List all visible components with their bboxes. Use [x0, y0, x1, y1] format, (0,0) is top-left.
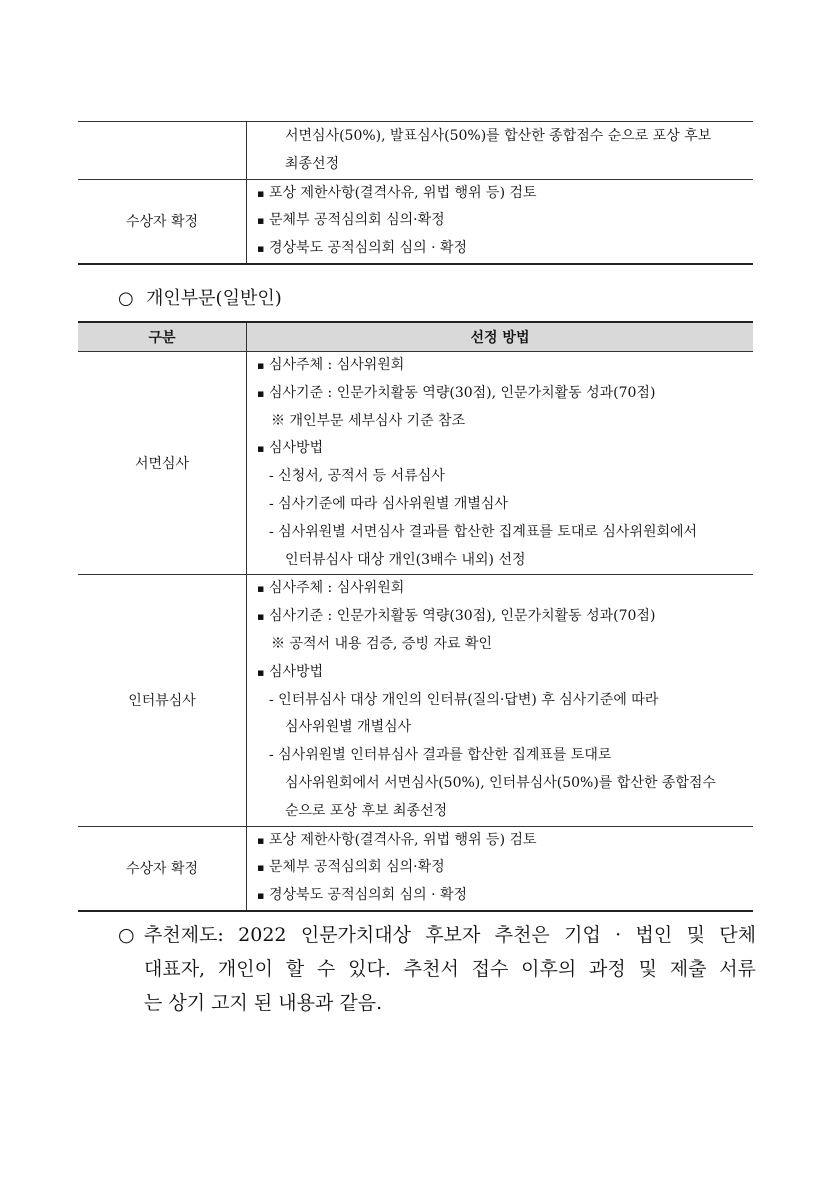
recommendation-paragraph: [118, 918, 756, 1020]
table-group-selection-continued: [78, 121, 753, 265]
bullet-line: ▪ 심사방법: [257, 435, 747, 463]
table-row: [78, 575, 753, 826]
dash-line: - 심사위원별 인터뷰심사 결과를 합산한 집계표를 토대로: [269, 747, 612, 764]
bullet-line: ▪ 심사주체 : 심사위원회: [257, 352, 747, 380]
paragraph-line: 대표자, 개인이 할 수 있다. 추천서 접수 이후의 과정 및 제출 서류: [144, 958, 756, 980]
table-row: [78, 179, 753, 264]
row-label-written: 서면심사: [78, 352, 247, 575]
dash-line: - 인터뷰심사 대상 개인의 인터뷰(질의·답변) 후 심사기준에 따라: [269, 691, 659, 708]
table-row: [78, 352, 753, 575]
table-row: [78, 122, 753, 180]
header-category: 구분: [78, 322, 247, 352]
paragraph-line: [118, 918, 756, 952]
note-line: ※ 개인부문 세부심사 기준 참조: [271, 412, 466, 429]
continuation-line: 인터뷰심사 대상 개인(3배수 내외) 선정: [285, 551, 526, 568]
bullet-line: ▪ 심사주체 : 심사위원회: [257, 575, 747, 603]
row-content: [247, 179, 754, 264]
content-line: 최종선정: [285, 155, 340, 172]
bullet-line: ▪ 심사방법: [257, 659, 747, 687]
circle-bullet-icon: ○: [118, 924, 135, 946]
bullet-line: ▪ 문체부 공적심의회 심의·확정: [257, 207, 747, 235]
row-label-confirm: 수상자 확정: [78, 826, 247, 911]
bullet-line: ▪ 경상북도 공적심의회 심의 · 확정: [257, 235, 747, 263]
bullet-line: ▪ 문체부 공적심의회 심의·확정: [257, 854, 747, 882]
continuation-line: 순으로 포상 후보 최종선정: [285, 802, 448, 819]
section-title: 개인부문(일반인): [146, 288, 282, 309]
row-content: [247, 122, 754, 180]
continuation-line: 심사위원별 개별심사: [285, 719, 412, 736]
row-label-confirm: 수상자 확정: [78, 179, 247, 264]
dash-line: - 신청서, 공적서 등 서류심사: [269, 468, 445, 485]
header-method: 선정 방법: [247, 322, 754, 352]
table-individual-selection: [78, 321, 753, 912]
bullet-line: ▪ 심사기준 : 인문가치활동 역량(30점), 인문가치활동 성과(70점): [257, 380, 747, 408]
paragraph-text: 추천제도: 2022 인문가치대상 후보자 추천은 기업 · 법인 및 단체: [144, 924, 756, 946]
row-label-empty: [78, 122, 247, 180]
continuation-line: 심사위원회에서 서면심사(50%), 인터뷰심사(50%)를 합산한 종합점수: [285, 774, 716, 791]
bullet-line: ▪ 심사기준 : 인문가치활동 역량(30점), 인문가치활동 성과(70점): [257, 603, 747, 631]
row-label-interview: 인터뷰심사: [78, 575, 247, 826]
circle-bullet-icon: ○: [118, 288, 134, 309]
paragraph-line: 는 상기 고지 된 내용과 같음.: [144, 992, 383, 1014]
content-line: 서면심사(50%), 발표심사(50%)를 합산한 종합점수 순으로 포상 후보: [285, 128, 712, 144]
bullet-line: ▪ 포상 제한사항(결격사유, 위법 행위 등) 검토: [257, 180, 747, 208]
row-content: [247, 826, 754, 911]
dash-line: - 심사위원별 서면심사 결과를 합산한 집계표를 토대로 심사위원회에서: [269, 523, 698, 540]
row-content: [247, 352, 754, 575]
bullet-line: ▪ 경상북도 공적심의회 심의 · 확정: [257, 882, 747, 910]
row-content: [247, 575, 754, 826]
note-line: ※ 공적서 내용 검증, 증빙 자료 확인: [271, 635, 492, 652]
dash-line: - 심사기준에 따라 심사위원별 개별심사: [269, 495, 508, 512]
bullet-line: ▪ 포상 제한사항(결격사유, 위법 행위 등) 검토: [257, 827, 747, 855]
table-header-row: [78, 322, 753, 352]
table-row: [78, 826, 753, 911]
section-heading: [118, 285, 282, 313]
